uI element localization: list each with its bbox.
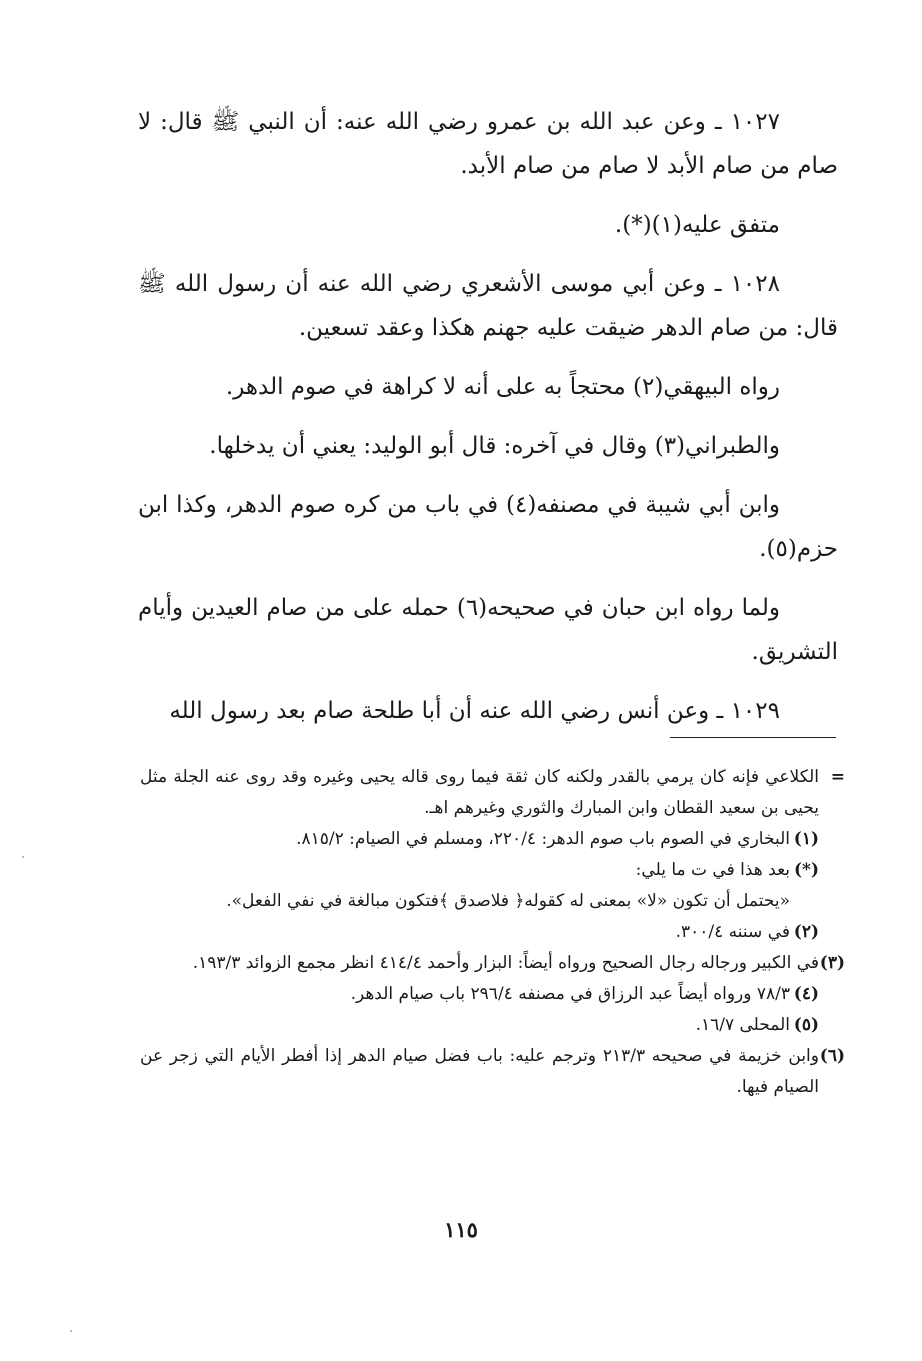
footnote-text: المحلى ١٦/٧. [695,1015,790,1035]
hadith-1028-ibn-abi-shaybah: وابن أبي شيبة في مصنفه(٤) في باب من كره صوم الدهر، وكذا ابن حزم(٥). [138,492,838,562]
footnote-3 [140,948,845,979]
main-text [138,100,838,748]
footnote-text: في سننه ٣٠٠/٤. [675,922,790,942]
hadith-1028-ibn-hibban: ولما رواه ابن حبان في صحيحه(٦) حمله على من صام العيدين وأيام التشريق. [138,595,838,665]
hadith-1028: ١٠٢٨ ـ وعن أبي موسى الأشعري رضي الله عنه أن رسول الله ﷺ قال: من صام الدهر ضيقت عليه جهنم هكذا وعقد تسعين. [138,271,838,341]
footnote-mark: (٥) [793,1015,819,1035]
footnote-5 [140,1010,845,1041]
scan-speck [70,1330,72,1332]
hadith-1029: ١٠٢٩ ـ وعن أنس رضي الله عنه أن أبا طلحة صام بعد رسول الله [169,698,780,724]
footnote-text: البخاري في الصوم باب صوم الدهر: ٢٢٠/٤، ومسلم في الصيام: ٨١٥/٢. [296,829,790,849]
footnote-text: «يحتمل أن تكون «لا» بمعنى له كقوله﴿ فلاصدق ﴾فتكون مبالغة في نفي الفعل». [226,891,790,911]
footnote-text: ٧٨/٣ ورواه أيضاً عبد الرزاق في مصنفه ٢٩٦/٤ باب صيام الدهر. [350,984,790,1004]
footnote-6 [140,1041,845,1103]
footnote-text: في الكبير ورجاله رجال الصحيح ورواه أيضاً: البزار وأحمد ٤١٤/٤ انظر مجمع الزوائد ١٩٣/٣. [192,953,819,973]
footnote-mark: (٣) [819,953,845,973]
footnote-mark: (٤) [793,984,819,1004]
footnote-continuation [140,762,845,824]
footnote-2 [140,917,845,948]
footnote-mark: (١) [793,829,819,849]
footnote-text: وابن خزيمة في صحيحه ٢١٣/٣ وترجم عليه: باب فضل صيام الدهر إذا أفطر الأيام التي زجر عن الصيام فيها. [140,1046,819,1097]
footnote-text: الكلاعي فإنه كان يرمي بالقدر ولكنه كان ثقة فيما روى قاله يحيى وغيره وقد روى عنه الجلة مثل يحيى بن سعيد القطان وابن المبارك والثوري وغيرهم اهـ. [140,767,819,818]
footnote-1 [140,824,845,855]
footnote-star [140,855,845,886]
scan-speck [22,856,24,858]
footnote-4 [140,979,845,1010]
hadith-1028-tabarani: والطبراني(٣) وقال في آخره: قال أبو الوليد: يعني أن يدخلها. [209,433,780,459]
footnote-text: بعد هذا في ت ما يلي: [635,860,790,880]
footnote-mark: = [830,767,845,787]
footnote-star-quote [140,886,845,917]
footnote-mark: (*) [794,860,819,880]
page-number: ١١٥ [444,1217,478,1242]
hadith-1027-source: متفق عليه(١)(*). [614,212,780,238]
hadith-1028-bayhaqi: رواه البيهقي(٢) محتجاً به على أنه لا كراهة في صوم الدهر. [225,374,780,400]
hadith-1027: ١٠٢٧ ـ وعن عبد الله بن عمرو رضي الله عنه: أن النبي ﷺ قال: لا صام من صام الأبد لا صام من صام الأبد. [138,109,838,179]
footnotes [140,762,845,1103]
footnote-divider [670,737,836,738]
footnote-mark: (٢) [793,922,819,942]
footnote-mark: (٦) [819,1046,845,1066]
